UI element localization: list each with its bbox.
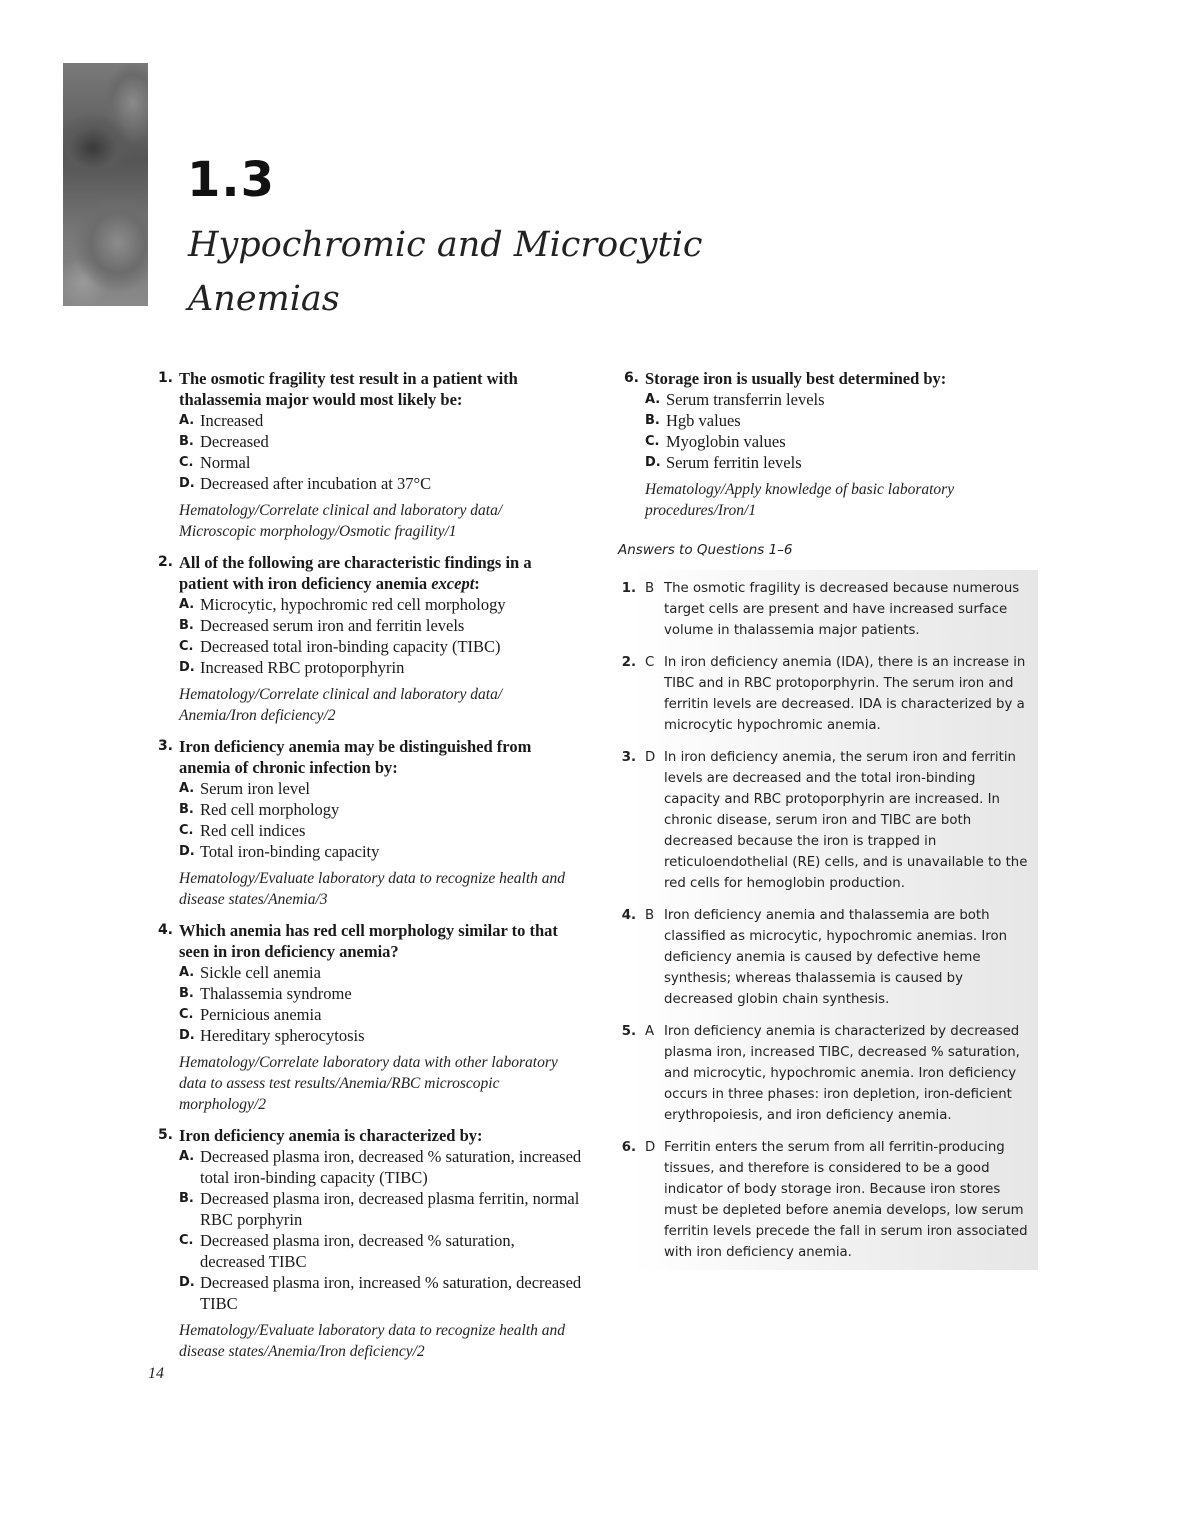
- option-text: Decreased serum iron and ferritin levels: [200, 616, 465, 635]
- answer-number: 3.: [621, 750, 636, 765]
- question-4: [152, 920, 582, 1115]
- option-letter: B.: [179, 802, 194, 817]
- option-text: Hgb values: [666, 411, 741, 430]
- question-number: 1.: [157, 370, 173, 386]
- option-letter: C.: [179, 639, 194, 654]
- question-6: [618, 368, 1038, 521]
- option-letter: B.: [645, 413, 660, 428]
- option-d: [179, 1025, 582, 1046]
- option-letter: D.: [179, 1028, 195, 1043]
- option-text: Decreased plasma iron, increased % saturation, decreased TIBC: [200, 1273, 582, 1313]
- option-c: [179, 1004, 582, 1025]
- option-c: [179, 1230, 582, 1272]
- option-text: Decreased total iron-binding capacity (TIBC): [200, 637, 501, 656]
- chapter-photo: [63, 63, 148, 306]
- answers-list: [618, 578, 1033, 1274]
- answer-number: 1.: [621, 581, 636, 596]
- question-3: [152, 736, 582, 910]
- option-letter: B.: [179, 434, 194, 449]
- option-text: Increased: [200, 411, 264, 430]
- question-text-wrapper: [179, 552, 582, 594]
- option-c: [179, 452, 582, 473]
- option-text: Serum iron level: [200, 779, 310, 798]
- option-d: [179, 841, 582, 862]
- question-emphasis: except: [431, 574, 475, 593]
- option-text: Serum transferrin levels: [666, 390, 825, 409]
- question-category: Hematology/Apply knowledge of basic laboratory procedures/Iron/1: [645, 481, 955, 519]
- option-text: Decreased plasma iron, decreased % saturation, decreased TIBC: [200, 1231, 515, 1271]
- page-number: 14: [148, 1365, 164, 1382]
- answer-letter: D: [645, 1140, 656, 1155]
- answer-6: [618, 1137, 1033, 1263]
- answer-3: [618, 747, 1033, 894]
- question-1: [152, 368, 582, 542]
- chapter-title: Hypochromic and Microcytic Anemias: [188, 225, 703, 319]
- question-text: Iron deficiency anemia is characterized by:: [179, 1126, 483, 1145]
- option-text: Red cell indices: [200, 821, 306, 840]
- answer-4: [618, 905, 1033, 1010]
- answer-number: 2.: [621, 655, 636, 670]
- chapter-number: 1.3: [187, 152, 276, 208]
- answer-number: 6.: [621, 1140, 636, 1155]
- option-letter: B.: [179, 618, 194, 633]
- question-2: [152, 552, 582, 726]
- question-text: All of the following are characteristic findings in a patient with iron deficiency anemia: [179, 553, 532, 593]
- option-letter: C.: [645, 434, 660, 449]
- answer-text: Iron deficiency anemia is characterized by decreased plasma iron, increased TIBC, decreased % saturation, and microcytic, hypochromic anemia. Iron deficiency occurs in three phases: iron depletion, iron-deficient erythropoiesis, and iron deficiency anemia.: [664, 1024, 1020, 1123]
- answer-letter: C: [645, 655, 655, 670]
- option-b: [179, 431, 582, 452]
- option-letter: B.: [179, 1191, 194, 1206]
- option-letter: C.: [179, 1007, 194, 1022]
- answer-text: Ferritin enters the serum from all ferritin-producing tissues, and therefore is considered to be a good indicator of body storage iron. Because iron stores must be depleted before anemia develops, low serum ferritin levels precede the fall in serum iron associated with iron deficiency anemia.: [664, 1140, 1028, 1260]
- option-text: Microcytic, hypochromic red cell morphology: [200, 595, 506, 614]
- option-a: [179, 962, 582, 983]
- option-b: [645, 410, 1038, 431]
- option-text: Decreased after incubation at 37°C: [200, 474, 432, 493]
- option-b: [179, 615, 582, 636]
- option-d: [179, 473, 582, 494]
- option-letter: A.: [179, 781, 195, 796]
- question-text: Storage iron is usually best determined by:: [645, 369, 947, 388]
- answer-letter: B: [645, 908, 655, 923]
- option-text: Thalassemia syndrome: [200, 984, 352, 1003]
- option-a: [179, 1146, 582, 1188]
- question-category: Hematology/Evaluate laboratory data to recognize health and disease states/Anemia/3: [179, 870, 566, 908]
- question-category: Hematology/Correlate laboratory data with other laboratory data to assess test results/Anemia/RBC microscopic morphology/2: [179, 1054, 558, 1113]
- question-category: Hematology/Evaluate laboratory data to recognize health and disease states/Anemia/Iron deficiency/2: [179, 1322, 566, 1360]
- option-d: [179, 657, 582, 678]
- option-text: Increased RBC protoporphyrin: [200, 658, 405, 677]
- question-number: 6.: [623, 370, 639, 386]
- option-text: Decreased: [200, 432, 269, 451]
- question-number: 5.: [157, 1127, 173, 1143]
- question-number: 3.: [157, 738, 173, 754]
- option-text: Normal: [200, 453, 251, 472]
- questions-column-right: [618, 368, 1038, 531]
- option-b: [179, 799, 582, 820]
- option-letter: A.: [179, 1149, 195, 1164]
- question-text: Which anemia has red cell morphology similar to that seen in iron deficiency anemia?: [179, 921, 558, 961]
- option-letter: A.: [179, 597, 195, 612]
- option-letter: A.: [645, 392, 661, 407]
- option-text: Pernicious anemia: [200, 1005, 322, 1024]
- question-number: 4.: [157, 922, 173, 938]
- answer-text: Iron deficiency anemia and thalassemia are both classified as microcytic, hypochromic anemias. Iron deficiency anemia is caused by defective heme synthesis; whereas thalassemia is caused by decreased globin chain synthesis.: [664, 908, 1008, 1007]
- option-a: [645, 389, 1038, 410]
- answer-2: [618, 652, 1033, 736]
- option-letter: C.: [179, 455, 194, 470]
- option-c: [645, 431, 1038, 452]
- option-letter: A.: [179, 965, 195, 980]
- answer-5: [618, 1021, 1033, 1126]
- option-letter: C.: [179, 1233, 194, 1248]
- questions-column-left: [152, 368, 582, 1372]
- answer-text: In iron deficiency anemia (IDA), there is an increase in TIBC and in RBC protoporphyrin. The serum iron and ferritin levels are decreased. IDA is characterized by a microcytic hypochromic anemia.: [664, 655, 1026, 733]
- option-letter: B.: [179, 986, 194, 1001]
- answer-letter: D: [645, 750, 656, 765]
- question-5: [152, 1125, 582, 1362]
- option-b: [179, 1188, 582, 1230]
- option-a: [179, 778, 582, 799]
- option-c: [179, 636, 582, 657]
- answer-1: [618, 578, 1033, 641]
- question-text: The osmotic fragility test result in a patient with thalassemia major would most likely be:: [179, 369, 518, 409]
- question-text: Iron deficiency anemia may be distinguished from anemia of chronic infection by:: [179, 737, 532, 777]
- answers-heading: Answers to Questions 1–6: [618, 542, 793, 558]
- question-number: 2.: [157, 554, 173, 570]
- answer-text: The osmotic fragility is decreased because numerous target cells are present and have increased surface volume in thalassemia major patients.: [664, 581, 1020, 638]
- option-text: Sickle cell anemia: [200, 963, 321, 982]
- option-d: [645, 452, 1038, 473]
- option-letter: D.: [179, 660, 195, 675]
- answer-number: 5.: [621, 1024, 636, 1039]
- answer-letter: B: [645, 581, 655, 596]
- option-letter: C.: [179, 823, 194, 838]
- option-text: Decreased plasma iron, decreased % saturation, increased total iron-binding capacity (TIBC): [200, 1147, 582, 1187]
- option-text: Total iron-binding capacity: [200, 842, 380, 861]
- option-letter: D.: [179, 844, 195, 859]
- question-text-end: :: [474, 574, 480, 593]
- option-c: [179, 820, 582, 841]
- answer-letter: A: [645, 1024, 655, 1039]
- option-text: Hereditary spherocytosis: [200, 1026, 365, 1045]
- option-letter: A.: [179, 413, 195, 428]
- option-text: Red cell morphology: [200, 800, 340, 819]
- answer-text: In iron deficiency anemia, the serum iron and ferritin levels are decreased and the total iron-binding capacity and RBC protoporphyrin are increased. In chronic disease, serum iron and TIBC are both decreased because the iron is trapped in reticuloendothelial (RE) cells, and is unavailable to the red cells for hemoglobin production.: [664, 750, 1028, 891]
- option-letter: D.: [179, 1275, 195, 1290]
- option-text: Myoglobin values: [666, 432, 786, 451]
- option-b: [179, 983, 582, 1004]
- option-letter: D.: [645, 455, 661, 470]
- option-text: Serum ferritin levels: [666, 453, 802, 472]
- question-category: Hematology/Correlate clinical and laboratory data/ Microscopic morphology/Osmotic fragility/1: [179, 502, 503, 540]
- option-letter: D.: [179, 476, 195, 491]
- question-category: Hematology/Correlate clinical and laboratory data/ Anemia/Iron deficiency/2: [179, 686, 503, 724]
- option-d: [179, 1272, 582, 1314]
- option-text: Decreased plasma iron, decreased plasma ferritin, normal RBC porphyrin: [200, 1189, 580, 1229]
- answer-number: 4.: [621, 908, 636, 923]
- option-a: [179, 594, 582, 615]
- option-a: [179, 410, 582, 431]
